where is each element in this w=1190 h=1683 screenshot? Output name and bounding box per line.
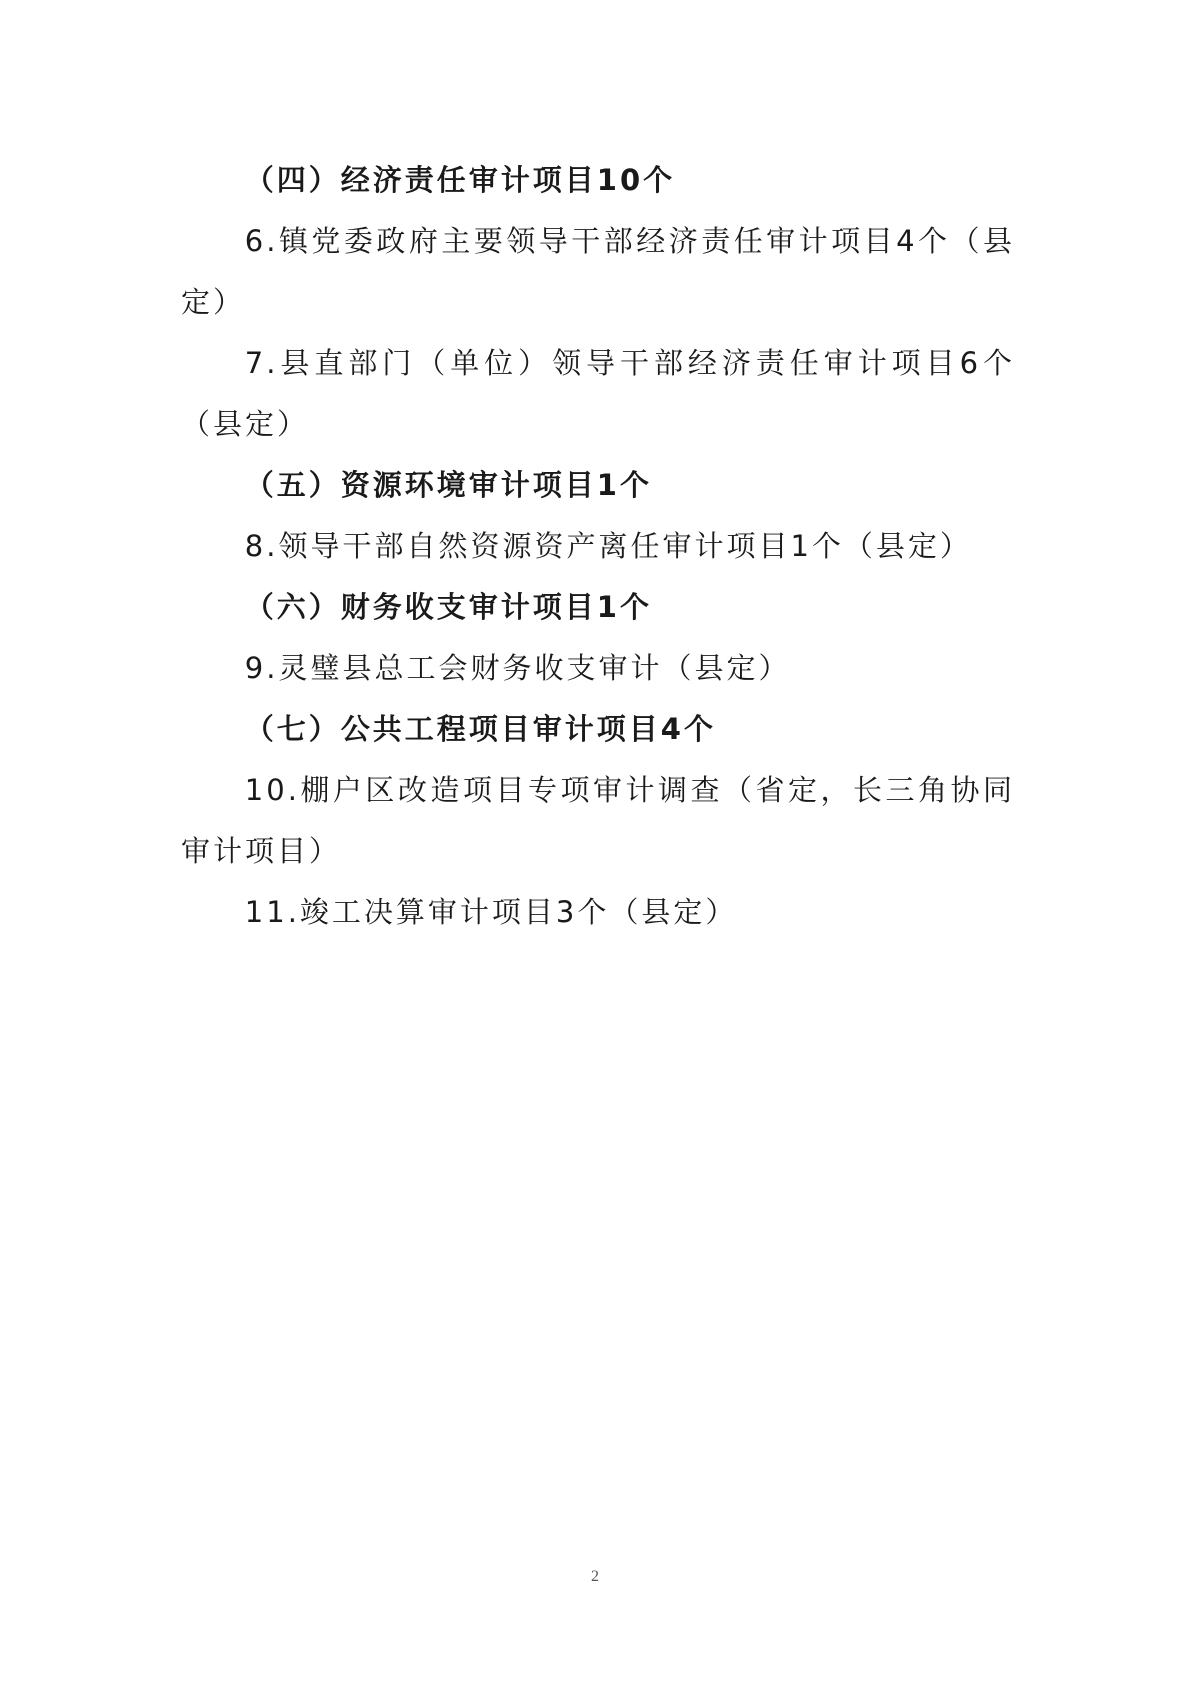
list-item-10: 10.棚户区改造项目专项审计调查（省定，长三角协同审计项目） [181,773,1015,868]
section-heading-6: （六）财务收支审计项目1个 [244,590,652,624]
section-heading-5: （五）资源环境审计项目1个 [244,468,652,502]
section-heading-4: （四）经济责任审计项目10个 [244,163,676,197]
page-number: 2 [591,1568,599,1585]
document-body [181,150,1015,943]
list-item-6: 6.镇党委政府主要领导干部经济责任审计项目4个（县定） [181,224,1015,319]
list-item-9: 9.灵璧县总工会财务收支审计（县定） [244,651,791,685]
list-item-8: 8.领导干部自然资源资产离任审计项目1个（县定） [244,529,972,563]
list-item-7: 7.县直部门（单位）领导干部经济责任审计项目6个（县定） [181,346,1015,441]
list-item-11: 11.竣工决算审计项目3个（县定） [244,895,738,929]
section-heading-7: （七）公共工程项目审计项目4个 [244,712,716,746]
